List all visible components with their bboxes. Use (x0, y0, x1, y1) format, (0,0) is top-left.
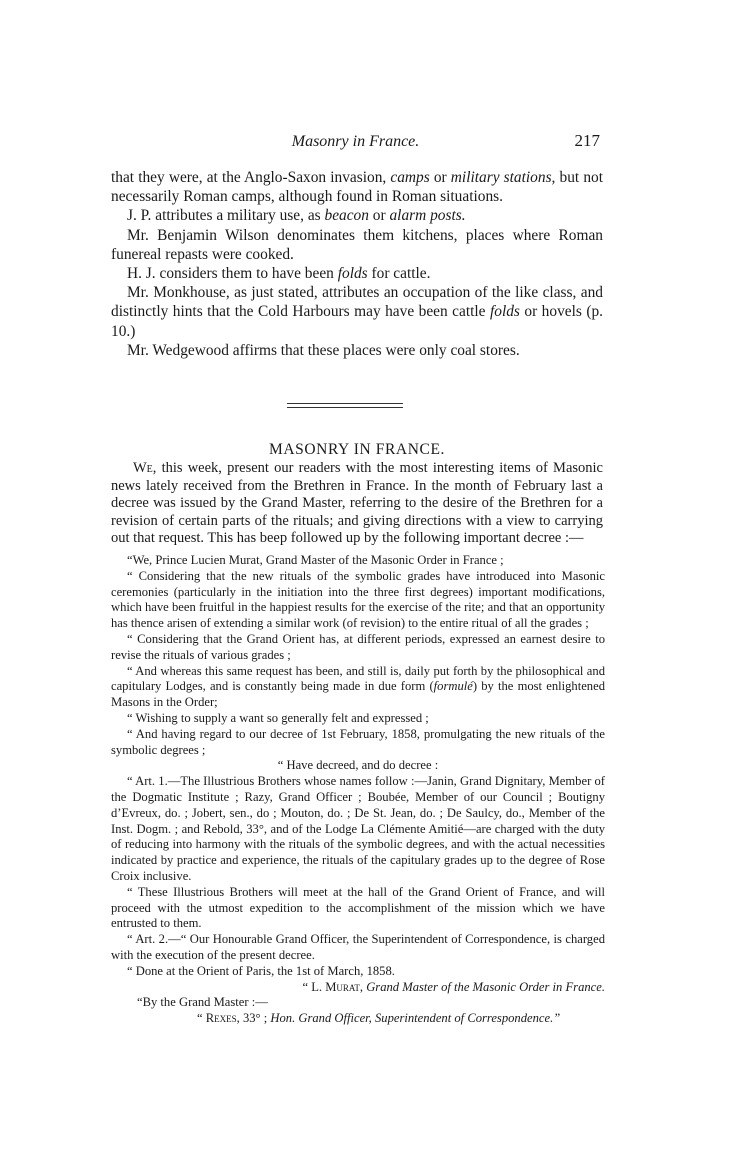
paragraph: Mr. Monkhouse, as just stated, attributes an occupation of the like class, and distinctly hints that the Cold Harbours may have been cattle folds or hovels (p. 10.) (111, 284, 603, 340)
paragraph: We, this week, present our readers with the most interesting items of Masonic news lately received from the Brethren in France. In the month of February last a decree was issued by the Grand Master, referring to the desire of the Brethren for a revision of certain parts of the rituals; and giving directions with a view to carrying out that request. This has beep followed up by the following important decree :— (111, 460, 603, 547)
decree-paragraph: “ And having regard to our decree of 1st February, 1858, promulgating the new rituals of the symbolic degrees ; (111, 726, 605, 757)
decree-paragraph: “ Have decreed, and do decree : (277, 758, 439, 773)
paragraph: H. J. considers them to have been folds for cattle. (127, 265, 431, 283)
signature-rexes: “ Rexes, 33° ; Hon. Grand Officer, Superintendent of Correspondence.” (197, 1011, 561, 1026)
article-heading: MASONRY IN FRANCE. (268, 441, 446, 458)
page-header (111, 133, 600, 155)
paragraph: J. P. attributes a military use, as beacon or alarm posts. (127, 207, 466, 225)
running-title: Masonry in France. (291, 133, 420, 150)
page-number: 217 (574, 131, 600, 150)
signature-murat: “ L. Murat, Grand Master of the Masonic Order in France. (302, 979, 605, 994)
paragraph: Mr. Wedgewood affirms that these places were only coal stores. (127, 341, 520, 359)
paragraph: Mr. Benjamin Wilson denominates them kitchens, places where Roman funereal repasts were cooked. (111, 226, 603, 263)
decree-paragraph: “ Done at the Orient of Paris, the 1st of March, 1858. (127, 963, 395, 978)
section-divider (287, 403, 403, 404)
decree-paragraph: “ Art. 1.—The Illustrious Brothers whose names follow :—Janin, Grand Dignitary, Member of the Dogmatic Institute ; Razy, Grand Officer ; Boubée, Member of our Council ; Boutigny d’Evreux, do. ; Jobert, sen., do ; Mouton, do. ; De St. Jean, do. ; De Saulcy, do., Member of the Inst. Dogm. ; and Rebold, 33°, and of the Lodge La Clémente Amitié—are charged with the duty of reducing into harmony with the rituals of the symbolic degrees, and with the actual necessities indicated by practice and experience, the rituals of the capitulary grades up to the degree of Rose Croix inclusive. (111, 774, 605, 883)
decree-paragraph: “ Art. 2.—“ Our Honourable Grand Officer, the Superintendent of Correspondence, is charged with the execution of the present decree. (111, 932, 605, 962)
paragraph: that they were, at the Anglo-Saxon invasion, camps or military stations, but not necessarily Roman camps, although found in Roman situations. (111, 169, 603, 206)
decree-text (111, 553, 605, 1027)
decree-paragraph: “ Considering that the Grand Orient has, at different periods, expressed an earnest desire to revise the rituals of various grades ; (111, 631, 605, 662)
decree-paragraph: “ These Illustrious Brothers will meet at the hall of the Grand Orient of France, and will proceed with the utmost expedition to the accomplishment of the mission which we have entrusted to them. (111, 884, 605, 931)
section-divider (287, 407, 403, 408)
by-grand-master: “By the Grand Master :— (137, 995, 268, 1010)
previous-article-ending (111, 168, 603, 360)
decree-paragraph: “We, Prince Lucien Murat, Grand Master of the Masonic Order in France ; (127, 553, 504, 567)
article-intro (111, 460, 603, 548)
decree-paragraph: “ Wishing to supply a want so generally felt and expressed ; (127, 710, 429, 725)
decree-paragraph: “ Considering that the new rituals of the symbolic grades have introduced into Masonic ceremonies (particularly in the initiation into the three first degrees) important modifications, which have been fruitful in the happiest results for the exercise of the rite; and that an opportunity has thence arisen of extending a similar work (of revision) to the entire ritual of all the grades ; (111, 568, 605, 631)
decree-paragraph: “ And whereas this same request has been, and still is, daily put forth by the philosophical and capitulary Lodges, and is constantly being made in due form (formulé) by the most enlightened Masons in the Order; (111, 663, 605, 710)
